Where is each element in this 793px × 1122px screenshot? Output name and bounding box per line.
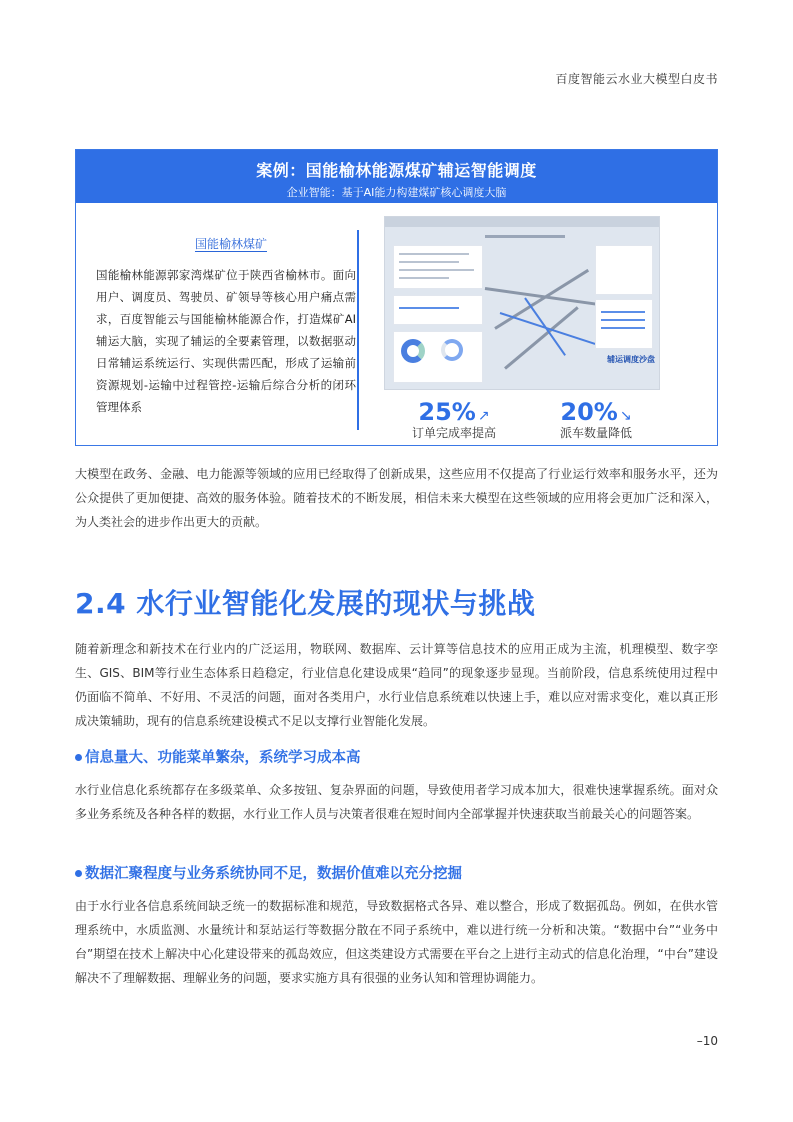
running-header: 百度智能云水业大模型白皮书 <box>555 72 718 86</box>
case-study-header <box>76 150 717 203</box>
window-title-placeholder <box>485 235 565 238</box>
progress-line <box>399 307 459 309</box>
stats-panel <box>595 245 653 295</box>
case-study-text <box>96 235 356 418</box>
intro-paragraph: 大模型在政务、金融、电力能源等领域的应用已经取得了创新成果，这些应用不仅提高了行业运行效率和服务水平，还为公众提供了更加便捷、高效的服务体验。随着技术的不断发展，相信未来大模型在这些领域的应用将会更加广泛和深入，为人类社会的进步作出更大的贡献。 <box>75 467 718 529</box>
bullet-icon <box>75 870 82 877</box>
dispatch-dashboard-screenshot <box>384 216 660 390</box>
bullet-icon <box>75 754 82 761</box>
window-titlebar <box>385 217 659 227</box>
vertical-divider <box>357 230 359 430</box>
sandbox-label: 辅运调度沙盘 <box>607 355 655 364</box>
donut-chart <box>401 339 425 363</box>
case-study-subtitle: 企业智能：基于AI能力构建煤矿核心调度大脑 <box>286 186 507 199</box>
metric-line <box>399 277 449 279</box>
case-study-title: 案例：国能榆林能源煤矿辅运智能调度 <box>256 161 537 180</box>
point-body: 由于水行业各信息系统间缺乏统一的数据标准和规范，导致数据格式各异、难以整合，形成了数据孤岛。例如，在供水管理系统中，水质监测、水量统计和泵站运行等数据分散在不同子系统中，难以进行统一分析和决策。“数据中台”“业务中台”期望在技术上解决中心化建设带来的孤岛效应，但这类建设方式需要在平台之上进行主动式的信息化治理，“中台”建设解决不了理解数据、理解业务的问题，要求实施方具有很强的业务认知和管理协调能力。 <box>75 899 718 985</box>
stat-label: 订单完成率提高 <box>412 426 497 440</box>
metric-line <box>399 261 459 263</box>
metrics-panel <box>393 245 483 289</box>
trend-up-icon: ↗ <box>477 408 490 424</box>
page-number: –10 <box>696 1034 718 1048</box>
stat-value: 20% <box>560 398 618 426</box>
section-intro: 随着新理念和新技术在行业内的广泛运用，物联网、数据库、云计算等信息技术的应用正成为主流，机理模型、数字孪生、GIS、BIM等行业生态体系日趋稳定，行业信息化建设成果“趋同”的现象逐步显现。当前阶段，信息系统使用过程中仍面临不简单、不好用、不灵活的问题，面对各类用户，水行业信息系统难以快速上手，难以应对需求变化，难以真正形成决策辅助，现有的信息系统建设模式不足以支撑行业智能化发展。 <box>75 642 718 728</box>
stat-value: 25% <box>418 398 476 426</box>
point-heading-text: 信息量大、功能菜单繁杂，系统学习成本高 <box>85 750 361 766</box>
point-body: 水行业信息化系统都存在多级菜单、众多按钮、复杂界面的问题，导致使用者学习成本加大，很难快速掌握系统。面对众多业务系统及各种各样的数据，水行业工作人员与决策者很难在短时间内全部掌握并快速获取当前最关心的问题答案。 <box>75 783 718 821</box>
grid-row <box>601 327 645 329</box>
ring-chart <box>441 339 463 361</box>
trend-down-icon: ↘ <box>619 408 632 424</box>
case-description: 国能榆林能源郭家湾煤矿位于陕西省榆林市。面向用户、调度员、驾驶员、矿领导等核心用户痛点需求，百度智能云与国能榆林能源合作，打造煤矿AI辅运大脑，实现了辅运的全要素管理，以数据驱动日常辅运系统运行、实现供需匹配，形成了运输前资源规划-运输中过程管控-运输后综合分析的闭环管理体系 <box>96 268 356 414</box>
case-study-box <box>75 149 718 446</box>
grid-row <box>601 311 645 313</box>
point-heading-text: 数据汇聚程度与业务系统协同不足，数据价值难以充分挖掘 <box>85 866 462 882</box>
grid-panel <box>595 299 653 349</box>
grid-row <box>601 319 645 321</box>
point-heading <box>75 862 462 883</box>
stat-dispatch-count <box>560 398 632 441</box>
metric-line <box>399 269 474 271</box>
metric-line <box>399 253 469 255</box>
progress-panel <box>393 295 483 325</box>
stat-order-completion <box>412 398 496 441</box>
stat-label: 派车数量降低 <box>560 426 633 440</box>
section-title: 2.4 水行业智能化发展的现状与挑战 <box>75 587 536 620</box>
point-heading <box>75 746 361 767</box>
company-name: 国能榆林煤矿 <box>194 237 267 251</box>
